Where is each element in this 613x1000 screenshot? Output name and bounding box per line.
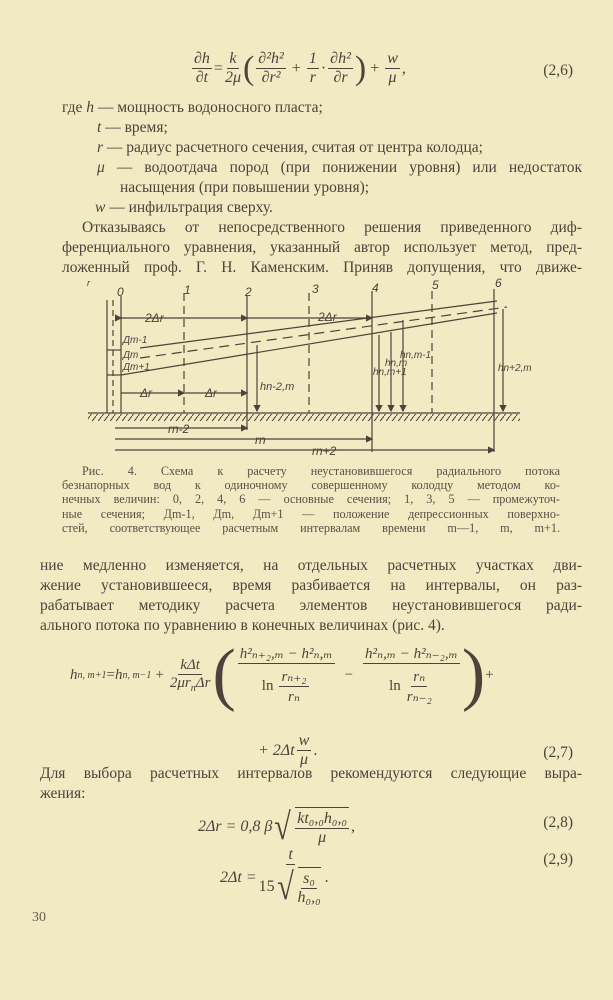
eq-term: ∂r² [261,69,281,86]
height-label: hn,m+1 [373,367,407,378]
definition-line: где h — мощность водоносного пласта; [62,99,323,116]
equation-2-7-line2: + 2Δt $\frac{w}{\mu}$ . [258,732,318,768]
equation-number: (2,6) [543,62,573,79]
axis-label: r [87,278,90,288]
figure-caption-line: безнапорных вод к одиночному совершенному колодцу методом ко- [62,478,560,492]
eq-term: ∂h² [330,50,351,67]
eq-term: ∂h [194,50,210,67]
radius-label: rn-2 [168,422,190,436]
radius-label: rn [255,433,266,447]
dim-label: Δr [140,386,153,400]
figure-caption-line: Рис. 4. Схема к расчету неустановившегося радиального потока [82,464,560,478]
paragraph-line: рабатывает методику расчета элементов неустановившегося ради- [40,597,582,614]
equation-2-7: h n, m+1 = h n, m−1 + $\frac{\text{kΔt}}{2\mu r_n\Delta r}$ ( h²ₙ₊₂,ₘ − h²ₙ,ₘ ln $\frac{\text{rₙ₊₂}}{\text{rₙ}}$ − h²ₙ,ₘ − h²ₙ₋₂,ₘ ln $\frac{\text{rₙ}}{\text{rₙ₋₂}}$ ) + [70,636,494,713]
eq-term: k [229,50,237,67]
paragraph-line: ференциального уравнения, указанный автор использует метод, пред- [62,239,582,256]
section-label: 4 [372,281,379,295]
equation-number: (2,7) [543,744,573,761]
ground-hatching [88,414,520,421]
page-number: 30 [32,910,46,925]
eq-term: ∂²h² [258,50,284,67]
paragraph-line: ального потока по уравнению в конечных величинах (рис. 4). [40,617,445,634]
dim-label: 2Δr [145,311,164,325]
eq-sign: · [320,59,327,77]
figure-4-diagram [0,0,613,470]
section-label: 3 [312,282,319,296]
eq-term: ∂r [333,69,348,86]
paragraph-line: ложенный проф. Г. Н. Каменским. Приняв допущения, что движе- [62,259,582,276]
eq-sign: = [213,59,223,77]
section-label: 5 [432,278,439,292]
eq-term: μ [388,69,397,86]
figure-caption-line: ные сечения; Дm-1, Дm, Дm+1 — положение депрессионных поверхно- [62,507,560,521]
eq-sign: + [291,59,301,77]
eq-term: 2μ [224,69,241,86]
surface-m-1 [140,301,497,348]
radius-label: rn+2 [312,444,337,458]
paragraph-line: ние медленно изменяется, на отдельных расчетных участках дви- [40,557,582,574]
dim-label: Δr [205,386,218,400]
definition-line: насыщения (при повышении уровня); [120,179,370,196]
section-label: 0 [117,285,124,299]
section-label: 1 [184,283,191,297]
paragraph-line: Для выбора расчетных интервалов рекомендуются следующие выра- [40,765,582,782]
section-label: 6 [495,276,502,290]
surface-label: Дm-1 [123,335,148,346]
definition-line: μ — водоотдача пород (при понижении уровня) или недостаток [97,159,582,176]
definition-line: w — инфильтрация сверху. [95,199,273,216]
eq-term: ∂t [195,69,209,86]
height-label: hn-2,m [260,381,295,393]
height-label: hn,m-1 [400,350,432,361]
surface-label: Дm [123,350,139,361]
dim-label: 2Δr [318,310,337,324]
eq-term: w [387,50,398,67]
equation-number: (2,9) [543,851,573,868]
eq-term: r [309,69,316,86]
definition-line: r — радиус расчетного сечения, считая от центра колодца; [97,139,483,156]
definition-line: t — время; [97,119,168,136]
paragraph-line: Отказываясь от непосредственного решения приведенного диф- [82,219,582,236]
equation-number: (2,8) [543,814,573,831]
height-label: hn,m [385,358,408,369]
figure-caption-line: стей, соответствующее расчетным интервалам времени m—1, m, m+1. [62,521,560,535]
surface-label: Дm+1 [123,362,150,373]
paragraph-line: жения: [40,785,86,802]
equation-2-8: 2Δr = 0,8 β √ $\frac{\text{kt₀,₀h₀,₀}}{\mu}$ , [198,806,356,848]
eq-sign: + [370,59,380,77]
paragraph-line: жение установившееся, время разбивается на интервалы, он раз- [40,577,582,594]
height-label: hn+2,m [498,363,532,374]
equation-2-6: $\frac{\partial h}{\partial t}$ = $\frac{k}{2\mu}$ ( $\frac{\text{∂²h²}}{\text{∂r²}}$ + $\frac{1}{r}$ · $\frac{\text{∂h²}}{\partial r}$ ) + $\frac{w}{\mu}$ , [194,49,406,87]
section-label: 2 [245,285,252,299]
figure-caption-line: нечных величин: 0, 2, 4, 6 — основные сечения; 1, 3, 5 — промежуточ- [62,492,560,506]
eq-term: 1 [308,50,317,67]
equation-2-9: 2Δt = t 15 √ $\frac{\text{s₀}}{\text{h₀,₀}}$ . [220,846,329,908]
eq-sign: , [401,59,406,77]
